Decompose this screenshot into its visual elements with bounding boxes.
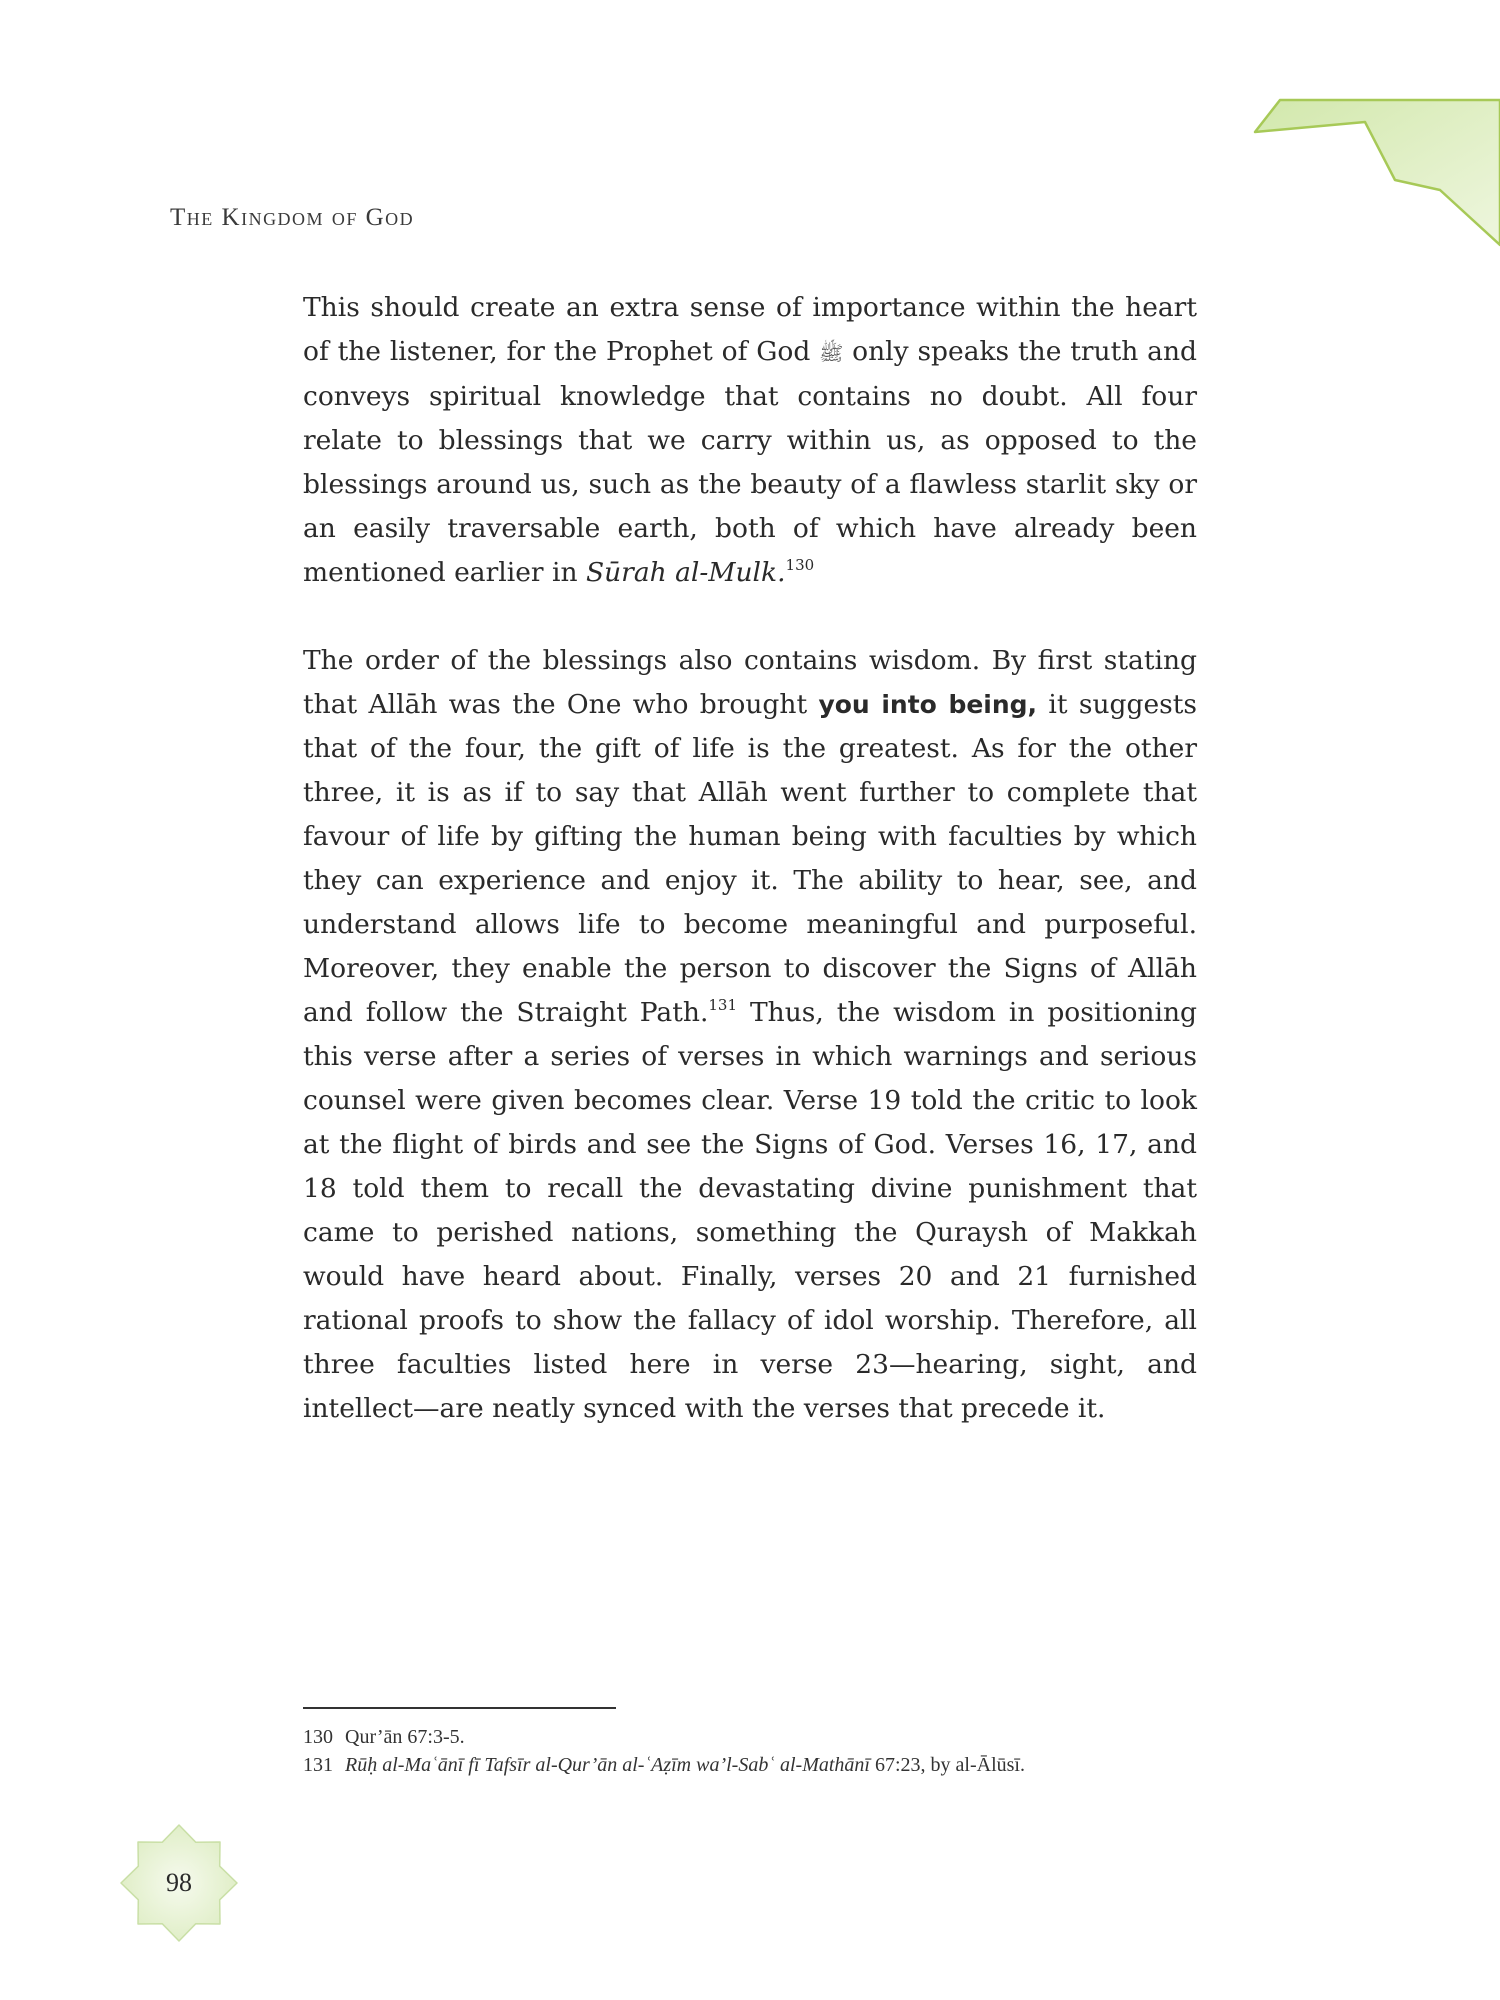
running-header: The Kingdom of God <box>170 204 415 231</box>
bold-phrase: you into being, <box>818 690 1038 719</box>
footnote-ref-130[interactable]: 130 <box>785 556 815 574</box>
corner-star-ornament <box>1200 50 1500 250</box>
honorific-glyph: ﷺ <box>819 341 844 365</box>
footnotes <box>303 1723 1203 1779</box>
footnote-130: 130 Qur’ān 67:3-5. <box>303 1726 465 1748</box>
footnote-divider <box>303 1707 616 1709</box>
paragraph-1: This should create an extra sense of importance within the heart of the listener, for the Prophet of God ﷺ only speaks the truth and conveys spiritual knowledge that contains no doubt. All four relate to blessings that we carry within us, as opposed to the blessings around us, such as the beauty of a flawless starlit sky or an easily traversable earth, both of which have already been mentioned earlier in Sūrah al-Mulk.$^{130}$ <box>303 292 1197 588</box>
page-number: 98 <box>166 1868 192 1897</box>
surah-name: Sūrah al-Mulk. <box>585 557 786 588</box>
page-number-badge <box>118 1822 240 1944</box>
paragraph-2: The order of the blessings also contains wisdom. By first stating that Allāh was the One who brought you into being, it suggests that of the four, the gift of life is the greatest. As for the other three, it is as if to say that Allāh went further to complete that favour of life by gifting the human being with faculties by which they can experience and enjoy it. The ability to hear, see, and understand allows life to become meaningful and purposeful. Moreover, they enable the person to discover the Signs of Allāh and follow the Straight Path.$^{131}$ Thus, the wisdom in positioning this verse after a series of verses in which warnings and serious counsel were given becomes clear. Verse 19 told the critic to look at the flight of birds and see the Signs of God. Verses 16, 17, and 18 told them to recall the devastating divine punishment that came to perished nations, something the Quraysh of Makkah would have heard about. Finally, verses 20 and 21 furnished rational proofs to show the fallacy of idol worship. Therefore, all three faculties listed here in verse 23—hearing, sight, and intellect—are neatly synced with the verses that precede it. <box>303 645 1197 1424</box>
body-text <box>303 286 1197 1475</box>
footnote-131: 131 Rūḥ al-Maʿānī fī Tafsīr al-Qur’ān al-ʿAẓīm wa’l-Sabʿ al-Mathānī 67:23, by al-Ālūsī. <box>303 1754 1025 1776</box>
footnote-ref-131[interactable]: 131 <box>708 996 738 1014</box>
